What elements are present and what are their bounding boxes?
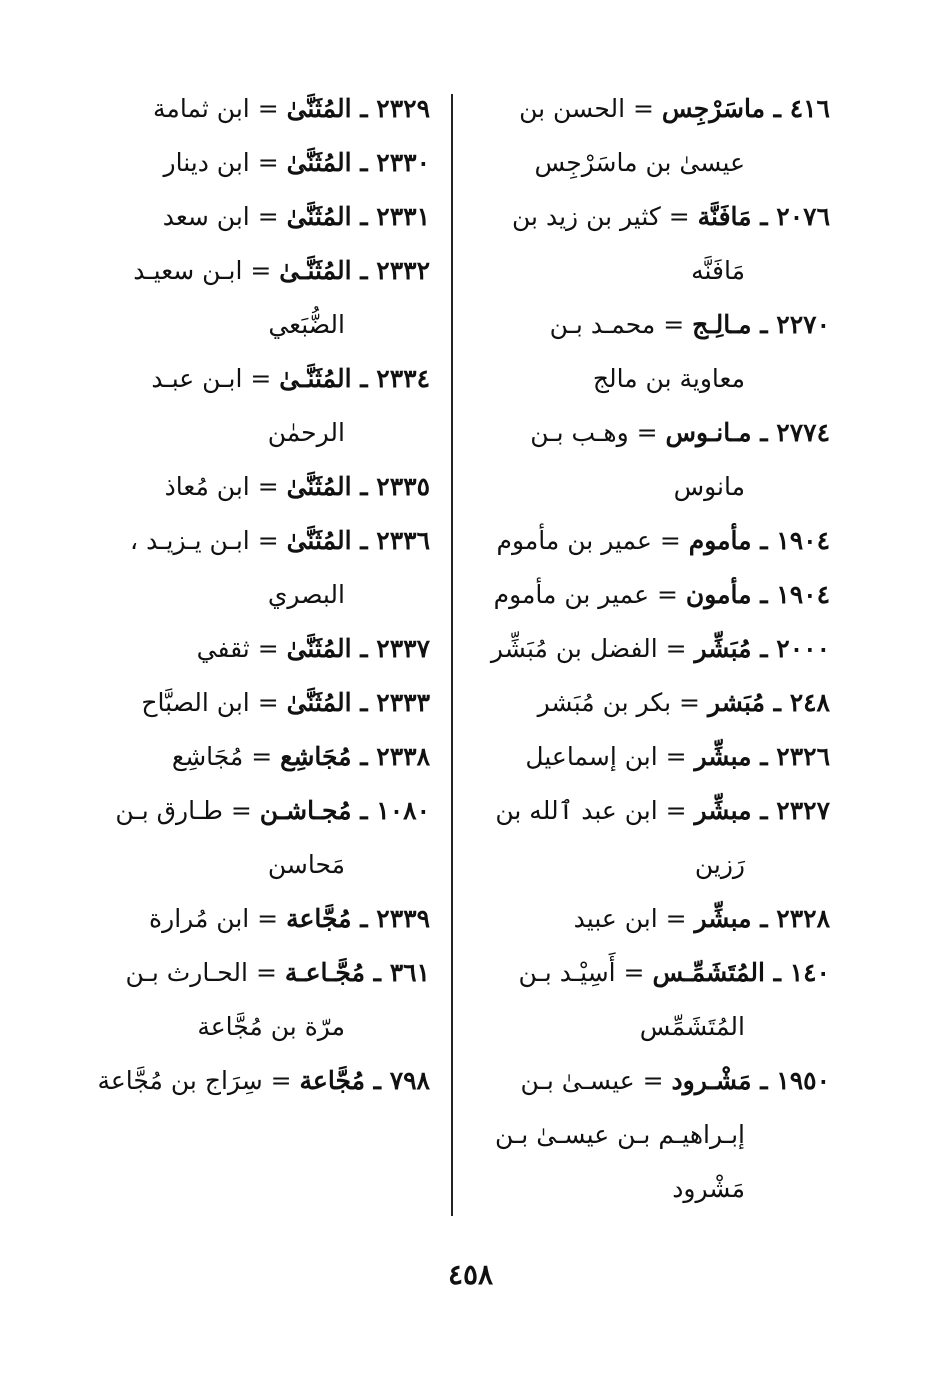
equals-sign: = [671, 688, 708, 717]
equals-sign: = [655, 310, 693, 339]
index-entry [70, 676, 430, 730]
entry-dash: ـ [364, 958, 390, 987]
equals-sign: = [628, 418, 666, 447]
equals-sign: = [243, 742, 281, 771]
index-entry [472, 190, 830, 244]
entry-number: ٧٩٨ [389, 1066, 430, 1095]
entry-number: ٢٣٣٧ [376, 634, 430, 663]
entry-name: مأمون [685, 580, 752, 609]
entry-number: ١٤٠ [789, 958, 830, 987]
entry-number: ٢٣٣٢ [376, 256, 430, 285]
equals-sign: = [249, 202, 287, 231]
entry-dash: ـ [351, 256, 377, 285]
entry-reference: ابـن يـزيـد ، [130, 526, 250, 555]
entry-number: ٢٣٢٨ [776, 904, 830, 933]
equals-sign: = [262, 1066, 300, 1095]
left-column [70, 82, 430, 1108]
entry-reference: طـارق بـن [115, 796, 223, 825]
entry-reference: الحسن بن [519, 94, 626, 123]
entry-dash: ـ [751, 1066, 777, 1095]
entry-name: مُجَّـاعـة [284, 958, 365, 987]
entry-number: ٢٣٢٧ [776, 796, 830, 825]
entry-reference: الفضل بن مُبَشِّر [490, 634, 658, 663]
entry-reference: ابن الصبَّاح [141, 688, 250, 717]
entry-name: المُثَنَّىٰ [286, 634, 352, 663]
entry-reference: ابـن عبـد [151, 364, 243, 393]
equals-sign: = [249, 472, 287, 501]
entry-dash: ـ [351, 688, 377, 717]
entry-continuation: مانوس [673, 472, 745, 501]
entry-number: ٢٣٣٦ [376, 526, 430, 555]
entry-name: مـانـوس [665, 418, 752, 447]
index-entry [70, 190, 430, 244]
entry-reference: ابن مُعاذ [164, 472, 250, 501]
entry-reference: ابن دينار [163, 148, 250, 177]
entry-number: ١٩٠٤ [776, 580, 830, 609]
entry-number: ٢٧٧٤ [776, 418, 830, 447]
equals-sign: = [625, 94, 662, 123]
entry-name: مأموم [688, 526, 752, 555]
equals-sign: = [657, 634, 695, 663]
entry-dash: ـ [751, 310, 777, 339]
index-entry [70, 1054, 430, 1108]
entry-name: مَافَنَّة [697, 202, 752, 231]
entry-name: المُثَنَّىٰ [286, 526, 352, 555]
entry-dash: ـ [751, 202, 777, 231]
index-entry [70, 784, 430, 838]
entry-dash: ـ [764, 94, 790, 123]
entry-reference: عمير بن مأموم [493, 580, 650, 609]
entry-continuation: عيسىٰ بن ماسَرْجِس [534, 148, 745, 177]
index-entry [472, 82, 830, 136]
entry-name: المُثَنَّـىٰ [279, 364, 352, 393]
index-entry [472, 406, 830, 460]
entry-name: مبشِّر [694, 742, 752, 771]
entry-name: مبشِّر [694, 904, 752, 933]
index-entry [472, 730, 830, 784]
entry-continuation: الرحمٰن [267, 418, 345, 447]
equals-sign: = [248, 958, 285, 987]
entry-dash: ـ [351, 472, 377, 501]
entry-reference: أَسِيْـد بـن [518, 958, 616, 987]
entry-dash: ـ [364, 1066, 390, 1095]
index-entry [70, 622, 430, 676]
equals-sign: = [651, 526, 689, 555]
index-entry [70, 514, 430, 568]
entry-reference: ابن مُرارة [149, 904, 250, 933]
entry-dash: ـ [751, 580, 777, 609]
entry-number: ٤١٦ [789, 94, 830, 123]
index-entry [70, 892, 430, 946]
entry-number: ٢٠٧٦ [776, 202, 830, 231]
entry-continuation: البصري [267, 580, 345, 609]
entry-number: ٢٠٠٠ [776, 634, 830, 663]
equals-sign: = [657, 904, 695, 933]
index-entry [70, 460, 430, 514]
equals-sign: = [657, 742, 695, 771]
entry-continuation: مرّة بن مُجَّاعة [197, 1012, 345, 1041]
index-entry [70, 244, 430, 298]
entry-name: مـالِـج [692, 310, 752, 339]
entry-continuation: المُتَشَمِّس [639, 1012, 745, 1041]
entry-reference: ابن سعد [162, 202, 250, 231]
entry-reference: مُجَاشِع [171, 742, 244, 771]
entry-dash: ـ [351, 526, 377, 555]
equals-sign: = [222, 796, 260, 825]
entry-name: مبشِّر [694, 796, 752, 825]
index-entry [472, 622, 830, 676]
entry-name: مُجَاشِع [280, 742, 352, 771]
entry-name: مُجَّاعة [286, 904, 352, 933]
entry-reference: بكر بن مُبَشر [537, 688, 672, 717]
entry-reference: الحـارث بـن [125, 958, 248, 987]
entry-number: ٢٣٣٩ [376, 904, 430, 933]
entry-dash: ـ [751, 634, 777, 663]
index-entry [472, 568, 830, 622]
index-entry [472, 676, 830, 730]
index-entry [472, 892, 830, 946]
entry-name: المُثَنَّىٰ [286, 472, 352, 501]
entry-dash: ـ [751, 418, 777, 447]
equals-sign: = [242, 364, 280, 393]
column-divider [451, 94, 453, 1216]
equals-sign: = [660, 202, 698, 231]
entry-reference: ابن إسماعيل [525, 742, 658, 771]
entry-continuation: إبـراهيـم بـن عيسـىٰ بـن [494, 1120, 745, 1149]
entry-number: ٢٣٣٠ [376, 148, 430, 177]
index-entry [70, 730, 430, 784]
entry-number: ١٠٨٠ [376, 796, 430, 825]
entry-continuation: رَزين [694, 850, 745, 879]
equals-sign: = [249, 634, 287, 663]
index-entry [472, 298, 830, 352]
entry-name: المُثَنَّـىٰ [279, 256, 352, 285]
entry-name: ماسَرْجِس [661, 94, 765, 123]
entry-dash: ـ [351, 742, 377, 771]
entry-reference: ابن ثمامة [153, 94, 250, 123]
entry-reference: ثقفي [196, 634, 250, 663]
entry-reference: عيسـىٰ بـن [520, 1066, 635, 1095]
right-column [472, 82, 830, 1216]
entry-dash: ـ [351, 634, 377, 663]
entry-number: ٢٣٣٤ [376, 364, 430, 393]
equals-sign: = [649, 580, 686, 609]
entry-number: ١٩٠٤ [776, 526, 830, 555]
entry-number: ٢٣٢٩ [376, 94, 430, 123]
entry-name: مُجَّاعة [299, 1066, 365, 1095]
equals-sign: = [657, 796, 695, 825]
entry-dash: ـ [351, 148, 377, 177]
entry-number: ٢٤٨ [789, 688, 830, 717]
entry-dash: ـ [351, 364, 377, 393]
entry-continuation: معاوية بن مالج [592, 364, 745, 393]
entry-dash: ـ [751, 796, 777, 825]
entry-continuation: مَشْرود [672, 1174, 745, 1203]
entry-dash: ـ [764, 688, 790, 717]
entry-continuation: الضُّبَعي [268, 310, 345, 339]
entry-dash: ـ [351, 94, 377, 123]
index-entry [70, 352, 430, 406]
entry-name: مُبَشِّر [694, 634, 752, 663]
entry-name: مُبَشر [707, 688, 765, 717]
page-number: ٤٥٨ [447, 1258, 494, 1291]
entry-number: ٢٣٣٨ [376, 742, 430, 771]
equals-sign: = [249, 526, 287, 555]
entry-reference: سِرَاج بن مُجَّاعة [97, 1066, 263, 1095]
equals-sign: = [249, 904, 287, 933]
entry-name: المُثَنَّىٰ [286, 688, 352, 717]
index-entry [472, 514, 830, 568]
entry-dash: ـ [751, 904, 777, 933]
entry-number: ٢٣٣٥ [376, 472, 430, 501]
entry-reference: ابن عبيد [573, 904, 658, 933]
entry-name: مَشْـرود [671, 1066, 752, 1095]
entry-name: المُثَنَّىٰ [286, 148, 352, 177]
entry-dash: ـ [751, 742, 777, 771]
entry-continuation: مَحاسن [267, 850, 345, 879]
equals-sign: = [249, 688, 287, 717]
entry-number: ٢٢٧٠ [776, 310, 830, 339]
entry-reference: وهـب بـن [530, 418, 629, 447]
entry-reference: عمير بن مأموم [496, 526, 652, 555]
entry-reference: ابن عبد ٱلله بن [495, 796, 658, 825]
entry-number: ١٩٥٠ [776, 1066, 830, 1095]
entry-continuation: مَافَنَّه [691, 256, 745, 285]
entry-number: ٣٦١ [389, 958, 430, 987]
entry-dash: ـ [351, 904, 377, 933]
index-entry [70, 82, 430, 136]
entry-reference: كثير بن زيد بن [512, 202, 661, 231]
index-entry [70, 136, 430, 190]
entry-reference: محمـد بـن [549, 310, 656, 339]
index-entry [472, 784, 830, 838]
entry-dash: ـ [351, 202, 377, 231]
index-entry [472, 1054, 830, 1108]
entry-name: مُجـاشـن [259, 796, 352, 825]
equals-sign: = [242, 256, 280, 285]
entry-dash: ـ [764, 958, 790, 987]
entry-dash: ـ [751, 526, 777, 555]
equals-sign: = [249, 148, 287, 177]
entry-number: ٢٣٣١ [376, 202, 430, 231]
entry-name: المُثَنَّىٰ [286, 202, 352, 231]
equals-sign: = [249, 94, 287, 123]
entry-number: ٢٣٢٦ [776, 742, 830, 771]
entry-number: ٢٣٣٣ [376, 688, 430, 717]
entry-name: المُتَشَمِّـس [652, 958, 765, 987]
entry-name: المُثَنَّىٰ [286, 94, 352, 123]
equals-sign: = [615, 958, 653, 987]
index-entry [70, 946, 430, 1000]
index-entry [472, 946, 830, 1000]
equals-sign: = [634, 1066, 672, 1095]
entry-dash: ـ [351, 796, 377, 825]
entry-reference: ابـن سعيـد [133, 256, 243, 285]
